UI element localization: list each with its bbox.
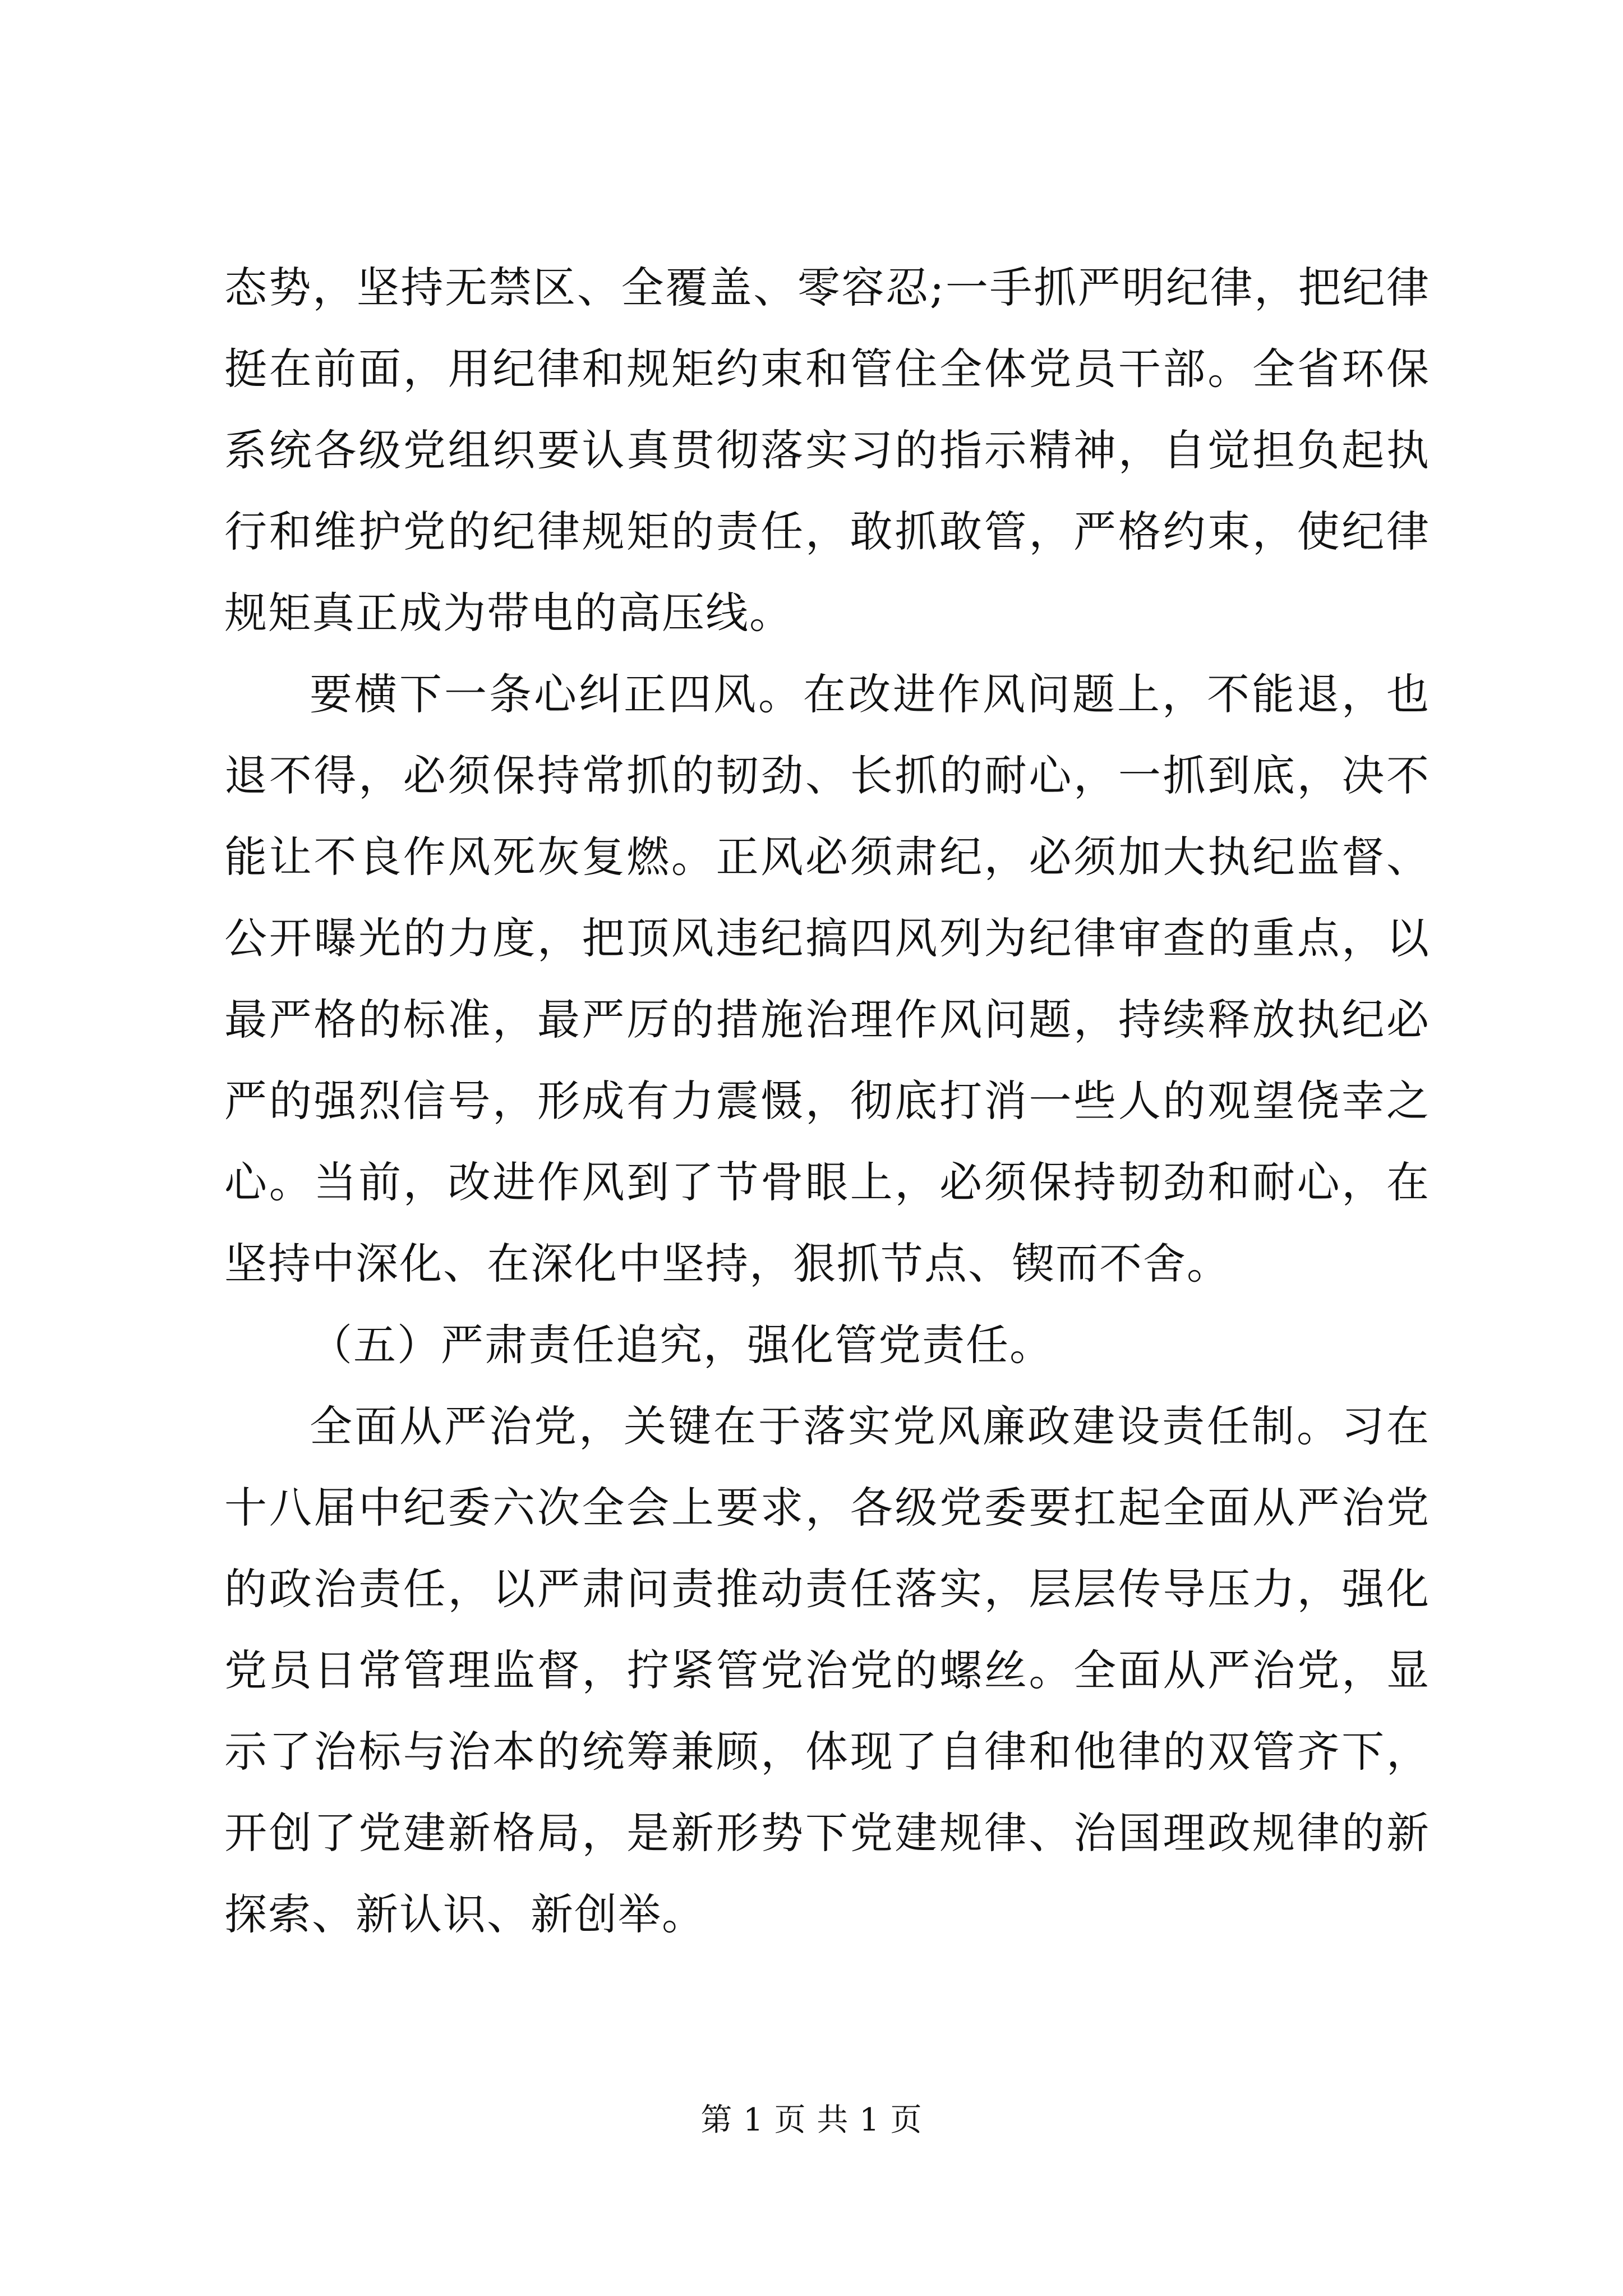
paragraph-3: 全面从严治党，关键在于落实党风廉政建设责任制。习在十八届中纪委六次全会上要求，各级党委要扛起全面从严治党的政治责任，以严肃问责推动责任落实，层层传导压力，强化党员日常管理监督，拧紧管党治党的螺丝。全面从严治党，显示了治标与治本的统筹兼顾，体现了自律和他律的双管齐下，开创了党建新格局，是新形势下党建规律、治国理政规律的新探索、新认识、新创举。 bbox=[224, 1401, 1430, 1939]
document-body bbox=[224, 247, 1430, 1955]
paragraph-2: 要横下一条心纠正四风。在改进作风问题上，不能退，也退不得，必须保持常抓的韧劲、长抓的耐心，一抓到底，决不能让不良作风死灰复燃。正风必须肃纪，必须加大执纪监督、公开曝光的力度，把顶风违纪搞四风列为纪律审查的重点，以最严格的标准，最严厉的措施治理作风问题，持续释放执纪必严的强烈信号，形成有力震慑，彻底打消一些人的观望侥幸之心。当前，改进作风到了节骨眼上，必须保持韧劲和耐心，在坚持中深化、在深化中坚持，狠抓节点、锲而不舍。 bbox=[224, 669, 1430, 1289]
paragraph-1: 态势，坚持无禁区、全覆盖、零容忍;一手抓严明纪律，把纪律挺在前面，用纪律和规矩约束和管住全体党员干部。全省环保系统各级党组织要认真贯彻落实习的指示精神，自觉担负起执行和维护党的纪律规矩的责任，敢抓敢管，严格约束，使纪律规矩真正成为带电的高压线。 bbox=[224, 263, 1430, 638]
page-number-footer: 第 1 页 共 1 页 bbox=[700, 2102, 923, 2138]
section-heading: （五）严肃责任追究，强化管党责任。 bbox=[310, 1320, 1053, 1370]
